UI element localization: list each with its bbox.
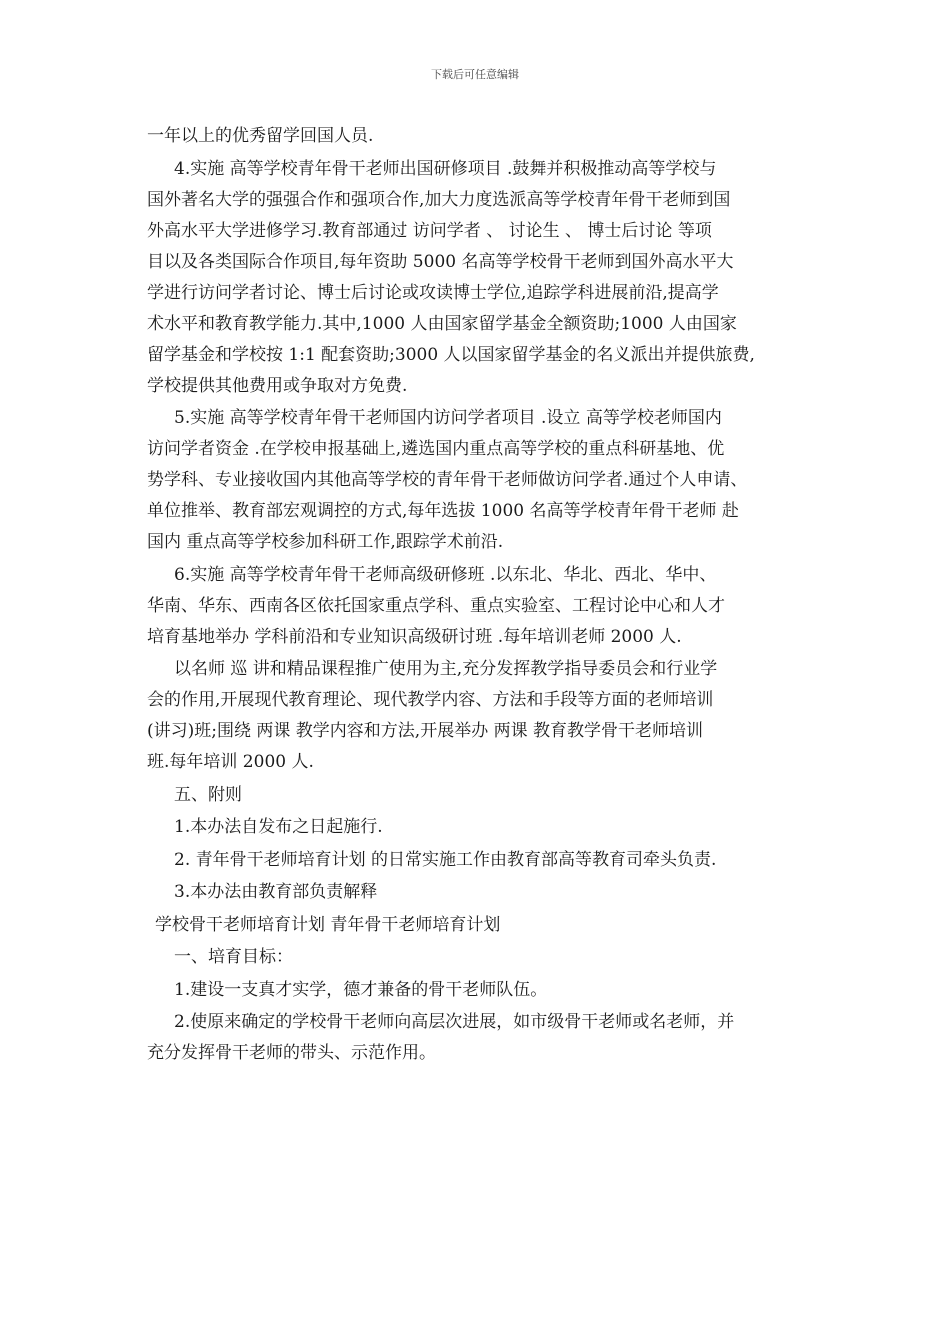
paragraph-line: 会的作用,开展现代教育理论、现代教学内容、方法和手段等方面的老师培训 [147,690,714,710]
paragraph-line: 势学科、专业接收国内其他高等学校的青年骨干老师做访问学者.通过个人申请、 [147,470,748,490]
paragraph-line: 学进行访问学者讨论、博士后讨论或攻读博士学位,追踪学科进展前沿,提高学 [147,282,719,303]
page-header: 下载后可任意编辑 [431,68,519,81]
paragraph [147,403,827,558]
paragraph [147,942,827,973]
paragraph [147,560,827,653]
paragraph-line: 3.本办法由教育部负责解释 [174,882,378,902]
paragraph-line: 以名师 巡 讲和精品课程推广使用为主,充分发挥教学指导委员会和行业学 [174,659,718,679]
paragraph-line: 班.每年培训 2000 人. [147,752,314,772]
paragraph-line: 目以及各类国际合作项目,每年资助 5000 名高等学校骨干老师到国外高水平大 [147,251,734,272]
paragraph-line: 一、培育目标： [174,947,293,967]
paragraph [147,1007,827,1069]
paragraph [147,975,827,1006]
paragraph-line: 培育基地举办 学科前沿和专业知识高级研讨班 .每年培训老师 2000 人. [147,626,682,647]
paragraph [147,877,827,908]
paragraph [147,780,827,811]
paragraph-line: 2. 青年骨干老师培育计划 的日常实施工作由教育部高等教育司牵头负责. [174,849,717,870]
paragraph-line: 学校提供其他费用或争取对方免费. [147,375,408,396]
paragraph-line: 一年以上的优秀留学回国人员. [147,126,374,146]
paragraph [147,910,827,941]
paragraph-line: 国内 重点高等学校参加科研工作,跟踪学术前沿. [147,532,504,552]
paragraph-line: 1.建设一支真才实学，德才兼备的骨干老师队伍。 [174,979,548,1000]
paragraph-line: 5.实施 高等学校青年骨干老师国内访问学者项目 .设立 高等学校老师国内 [174,408,722,428]
paragraph-line: 4.实施 高等学校青年骨干老师出国研修项目 .鼓舞并积极推动高等学校与 [174,158,717,179]
paragraph [147,121,827,152]
paragraph [147,812,827,843]
paragraph-line: 术水平和教育教学能力.其中,1000 人由国家留学基金全额资助;1000 人由国家 [147,313,737,334]
paragraph-line: 访问学者资金 .在学校申报基础上,遴选国内重点高等学校的重点科研基地、优 [147,439,725,459]
paragraph-line: 国外著名大学的强强合作和强项合作,加大力度选派高等学校青年骨干老师到国 [147,189,731,210]
paragraph-line: 充分发挥骨干老师的带头、示范作用。 [147,1043,436,1063]
paragraph-line: (讲习)班;围绕 两课 教学内容和方法,开展举办 两课 教育教学骨干老师培训 [147,721,704,741]
paragraph-line: 1.本办法自发布之日起施行. [174,817,383,837]
paragraph [147,154,827,402]
paragraph [147,654,827,778]
document-body [147,121,827,1071]
paragraph-line: 外高水平大学进修学习.教育部通过 访问学者 、 讨论生 、 博士后讨论 等项 [147,220,712,241]
paragraph-line: 留学基金和学校按 1:1 配套资助;3000 人以国家留学基金的名义派出并提供旅费, [147,344,755,365]
paragraph-line: 6.实施 高等学校青年骨干老师高级研修班 .以东北、华北、西北、华中、 [174,564,717,585]
paragraph-line: 五、附则 [174,784,242,805]
paragraph [147,845,827,876]
paragraph-line: 华南、华东、西南各区依托国家重点学科、重点实验室、工程讨论中心和人才 [147,595,725,616]
paragraph-line: 2.使原来确定的学校骨干老师向高层次进展，如市级骨干老师或名老师，并 [174,1012,735,1032]
paragraph-line: 学校骨干老师培育计划 青年骨干老师培育计划 [155,914,501,935]
paragraph-line: 单位推举、教育部宏观调控的方式,每年选拔 1000 名高等学校青年骨干老师 赴 [147,501,739,521]
